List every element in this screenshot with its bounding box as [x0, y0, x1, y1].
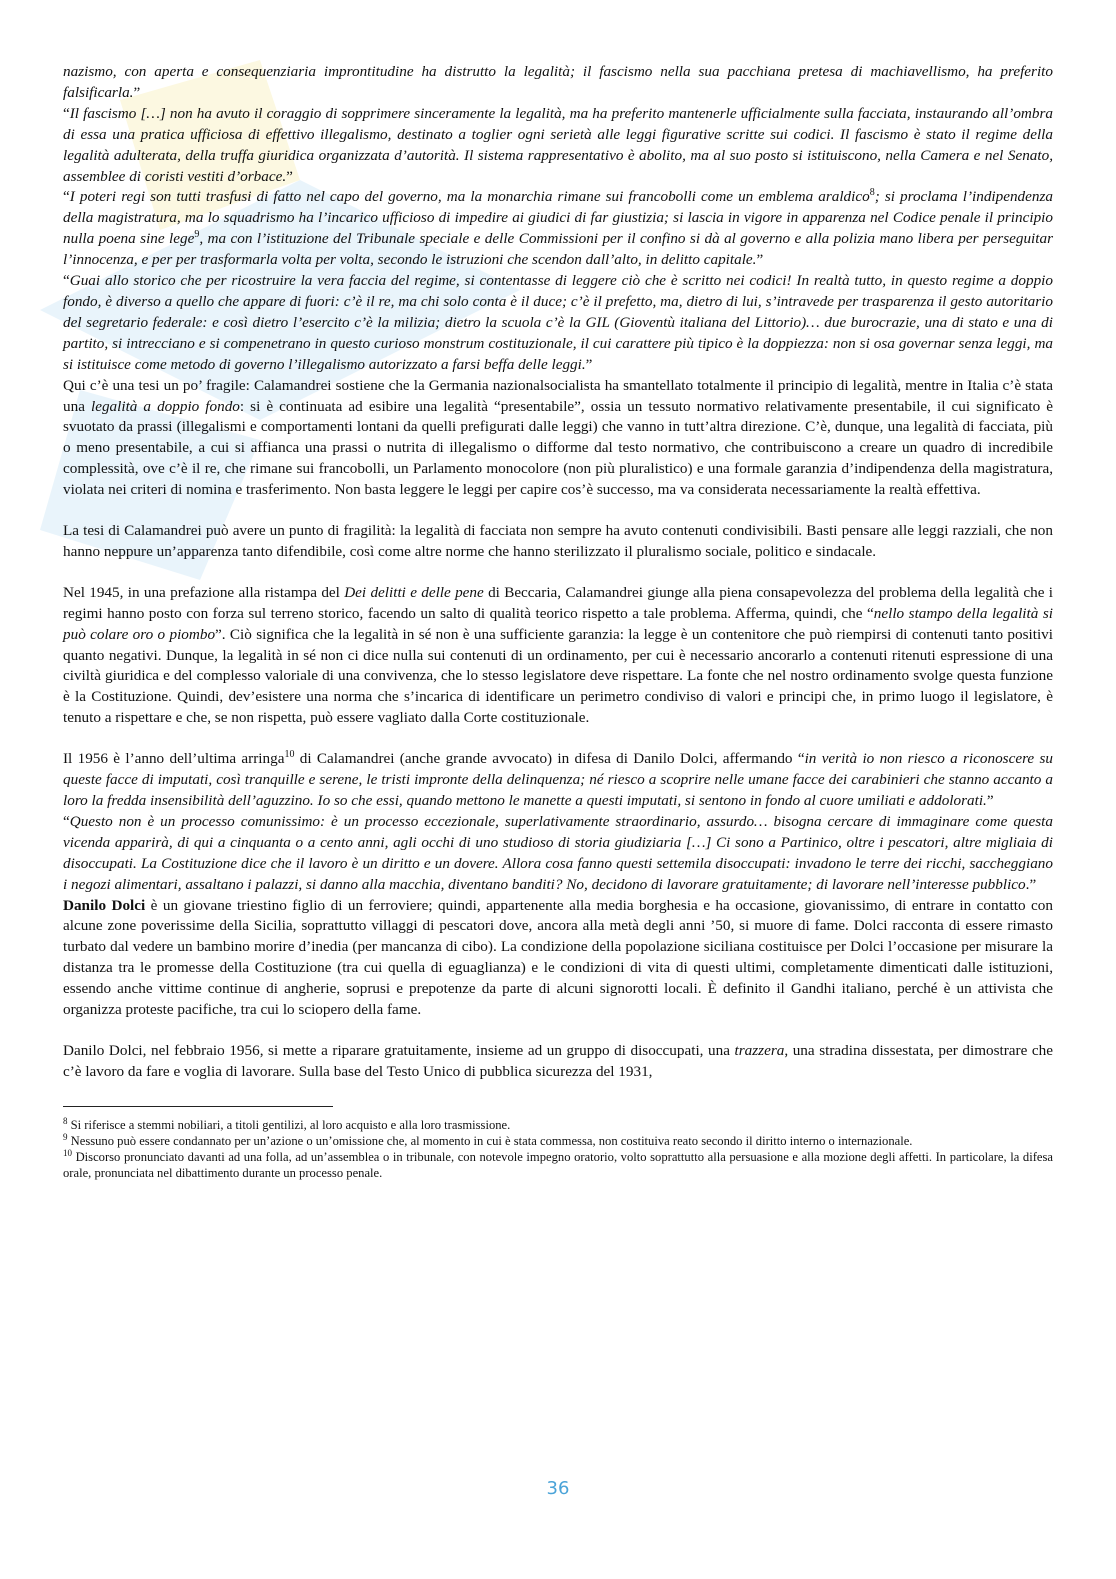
footnote-number: 9: [63, 1131, 68, 1142]
text-span: Nel 1945, in una prefazione alla ristampa del: [63, 583, 345, 601]
text-span: “: [63, 272, 70, 290]
text-span: Qui c’è una tesi un po’ fragile: Calamandrei sostiene che la Germania nazionalsocialista ha smantellato totalmente il principio di legalità, mentre in Italia c’è stata una: [63, 376, 1053, 415]
paragraph-beccaria: [63, 583, 1053, 729]
footnotes: [63, 1106, 1053, 1181]
text-span: di Calamandrei (anche grande avvocato) in difesa di Danilo Dolci, affermando “: [294, 750, 805, 768]
text-span: “: [63, 104, 70, 122]
footnote-number: 8: [63, 1115, 68, 1126]
text-span: ; si proclama l’indipendenza della magistratura, ma lo squadrismo ha l’incarico ufficioso di impedire ai giudici di far giustizia; si lascia in vigore in apparenza nel Codice penale il principio nulla poena sine lege: [63, 188, 1053, 248]
footnote-10: [63, 1149, 1053, 1181]
text-span: in verità io non riesco a riconoscere su queste facce di imputati, così tranquille e serene, le tristi impronte della delinquenza; né riesco a scoprire nelle umane facce dei carabinieri che stanno accanto a loro la fredda insensibilità dell’aguzzino. Io so che essi, quando mettono le manette a questi imputati, si sentono in fondo al cuore umiliati e addolorati.: [63, 750, 1053, 809]
footnote-separator: [63, 1106, 333, 1107]
page-number: 36: [546, 1478, 570, 1499]
text-span: ”: [986, 792, 994, 809]
page-content: [63, 62, 1053, 1181]
text-span: trazzera: [734, 1041, 785, 1059]
text-span: è un giovane triestino figlio di un ferroviere; quindi, appartenente alla media borghesia e ha occasione, giovanissimo, di entrare in contatto con alcune zone poverissime della Sicilia, soprattutto villaggi di pescatori dove, ancora alla metà degli anni ’50, si muore di fame. Dolci racconta di essere rimasto turbato dal vedere un bambino morire d’inedia (per mancanza di cibo). La condizione della popolazione siciliana costituisce per Dolci l’occasione per misurare la distanza tra le promesse della Costituzione (tra cui quella di eguaglianza) e le condizioni di vita di questi ultimi, completamente dimenticati dalle istituzioni, essendo anche vittime continue di angherie, soprusi e prepotenze da parte di alcuni signorotti locali. È definito il Gandhi italiano, perché è un attivista che organizza proteste pacifiche, tra cui lo sciopero della fame.: [63, 896, 1053, 1019]
text-span: di Beccaria, Calamandrei giunge alla piena consapevolezza del problema della legalità che i regimi hanno posto con forza sul terreno storico, facendo un salto di qualità teorico rispetto a tale problema. Afferma, quindi, che “: [63, 583, 1053, 622]
quote-calamandrei-1: [63, 62, 1053, 104]
text-span: Guai allo storico che per ricostruire la vera faccia del regime, si contentasse di leggere ciò che è scritto nei codici! In realtà tutto, in questo regime a doppio fondo, è diverso a quello che appare di fuori: c’è il re, ma chi solo conta è il duce; c’è il prefetto, ma, dietro di lui, s’intravede per trasparenza il gesto autoritario del segretario federale: e così dietro l’esercito c’è la milizia; dietro la scuola c’è la GIL (Gioventù italiana del Littorio)… due burocrazie, una di stato e una di partito, si intrecciano e si compenetrano in questo curioso monstrum costituzionale, il cui carattere più tipico è la doppiezza: non si osa governar senza leggi, ma si istituisce come metodo di governo l’illegalismo autorizzato a farsi beffa delle leggi.: [63, 272, 1053, 373]
text-span: Il fascismo […] non ha avuto il coraggio di sopprimere sinceramente la legalità, ma ha preferito mantenerle ufficialmente sulla facciata, instaurando all’ombra di essa una pratica ufficiosa di effettivo illegalismo, destinato a toglier ogni serietà alle leggi figurative scritte sui codici. Il fascismo è stato il regime della legalità adulterata, della truffa giuridica organizzata d’autorità. Il sistema rappresentativo è abolito, ma al suo posto si istituiscono, nella Camera e nel Senato, assemblee di coristi vestiti d’orbace.: [63, 104, 1053, 185]
text-span: ”: [286, 167, 293, 185]
text-span: Nessuno può essere condannato per un’azione o un’omissione che, al momento in cui è stata commessa, non costituiva reato secondo il diritto interno o internazionale.: [67, 1133, 913, 1148]
text-span: Danilo Dolci, nel febbraio 1956, si mette a riparare gratuitamente, insieme ad un gruppo di disoccupati, una: [63, 1041, 735, 1059]
text-span: I poteri regi son tutti trasfusi di fatto nel capo del governo, ma la monarchia rimane sui francobolli come un emblema araldico: [69, 188, 870, 206]
paragraph-legalita-doppio-fondo: [63, 376, 1053, 501]
footnote-ref-9: 9: [194, 229, 200, 241]
text-span: ”: [585, 355, 593, 373]
text-span: Si riferisce a stemmi nobiliari, a titoli gentilizi, al loro acquisto e alla loro trasmissione.: [67, 1117, 511, 1132]
quote-arringa-2: [63, 812, 1053, 896]
footnote-9: [63, 1133, 1053, 1149]
text-span: ”. Ciò significa che la legalità in sé non è una sufficiente garanzia: la legge è un contenitore che può riempirsi di contenuti tanto positivi quanto negativi. Dunque, la legalità in sé non ci dice nulla sui contenuti di un ordinamento, per cui è necessario ancorarlo a contenuti ritenuti espressione di una civiltà giuridica e del complesso valoriale di una convivenza, che lo stesso legislatore deve rispettare. La fonte che nel nostro ordinamento svolge questa funzione è la Costituzione. Quindi, dev’esistere una norma che s’incarica di identificare un perimetro condiviso di valori e principi che, in primo luogo il legislatore, è tenuto a rispettare e che, se non rispetta, può essere vagliato dalla Corte costituzionale.: [63, 625, 1053, 727]
text-span: nello stampo della legalità si può colare oro o piombo: [63, 604, 1053, 643]
footnote-8: [63, 1117, 1053, 1133]
text-span: ”: [756, 251, 764, 269]
text-span: Danilo Dolci: [63, 896, 146, 914]
text-span: “: [63, 188, 70, 206]
footnote-ref-8: 8: [869, 187, 875, 199]
text-span: “: [63, 812, 70, 830]
paragraph-fragilita: La tesi di Calamandrei può avere un punto di fragilità: la legalità di facciata non sempre ha avuto contenuti condivisibili. Basti pensare alle leggi razziali, che non hanno neppure un’apparenza tanto difendibile, così come altre norme che hanno sterilizzato il pluralismo sociale, politico e sindacale.: [63, 522, 1053, 560]
paragraph-arringa: [63, 749, 1053, 812]
text-span: , ma con l’istituzione del Tribunale speciale e delle Commissioni per il confino si dà al governo e alla polizia mano libera per perseguitar l’innocenza, e per per trasformarla volta per volta, secondo le istruzioni che scendon dall’alto, in delitto capitale.: [63, 230, 1053, 269]
text-span: Questo non è un processo comunissimo: è un processo eccezionale, superlativamente straordinario, assurdo… bisogna cercare di immaginare come questa vicenda apparirà, di qui a cinquanta o a cento anni, agli occhi di uno studioso di storia giudiziaria […] Ci sono a Partinico, oltre i pescatori, altre migliaia di disoccupati. La Costituzione dice che il lavoro è un diritto e un dovere. Allora cosa fanno questi settemila disoccupati: invadono le terre dei ricchi, saccheggiano i negozi alimentari, assaltano i palazzi, si danno alla macchia, diventano banditi? No, decidono di lavorare gratuitamente; di lavorare nell’interesse pubblico: [63, 812, 1053, 893]
quote-calamandrei-3: [63, 187, 1053, 271]
text-span: Il 1956 è l’anno dell’ultima arringa: [63, 750, 285, 768]
quote-calamandrei-4: [63, 271, 1053, 376]
text-span: legalità a doppio fondo: [90, 397, 240, 415]
footnote-ref-10: 10: [284, 749, 295, 761]
text-span: nazismo, con aperta e consequenziaria improntitudine ha distrutto la legalità; il fascismo nella sua pacchiana pretesa di machiavellismo, ha preferito falsificarla.: [63, 63, 1053, 101]
footnote-number: 10: [63, 1147, 72, 1158]
text-span: : si è continuata ad esibire una legalità “presentabile”, ossia un tessuto normativo relativamente presentabile, il cui significato è svuotato da prassi (illegalismi e comportamenti lontani da quelli prefigurati dalle leggi) che vanno in tutt’altra direzione. C’è, dunque, una legalità di facciata, più o meno presentabile, a cui si affianca una prassi o nutrita di illegalismo o difforme dal testo normativo, che contribuiscono a creare un quadro di incredibile complessità, ove c’è il re, che rimane sui francobolli, un Parlamento monocolore (non più pluralistico) e una formale garanzia d’indipendenza della magistratura, violata nei criteri di nomina e trasferimento. Non basta leggere le leggi per capire cos’è successo, ma va considerata necessariamente la realtà effettiva.: [63, 397, 1053, 499]
quote-calamandrei-2: [63, 104, 1053, 188]
text-span: Discorso pronunciato davanti ad una folla, ad un’assemblea o in tribunale, con notevole impegno oratorio, volto soprattutto alla persuasione e alla mozione degli affetti. In particolare, la difesa orale, pronunciata nel dibattimento durante un processo penale.: [63, 1149, 1053, 1180]
paragraph-danilo-dolci: [63, 896, 1053, 1021]
text-span: , una stradina dissestata, per dimostrare che c’è lavoro da fare e voglia di lavorare. Sulla base del Testo Unico di pubblica sicurezza del 1931,: [63, 1041, 1053, 1080]
text-span: ”: [133, 83, 141, 101]
paragraph-trazzera: [63, 1041, 1053, 1083]
text-span: .”: [1025, 875, 1037, 893]
text-span: Dei delitti e delle pene: [344, 583, 484, 601]
